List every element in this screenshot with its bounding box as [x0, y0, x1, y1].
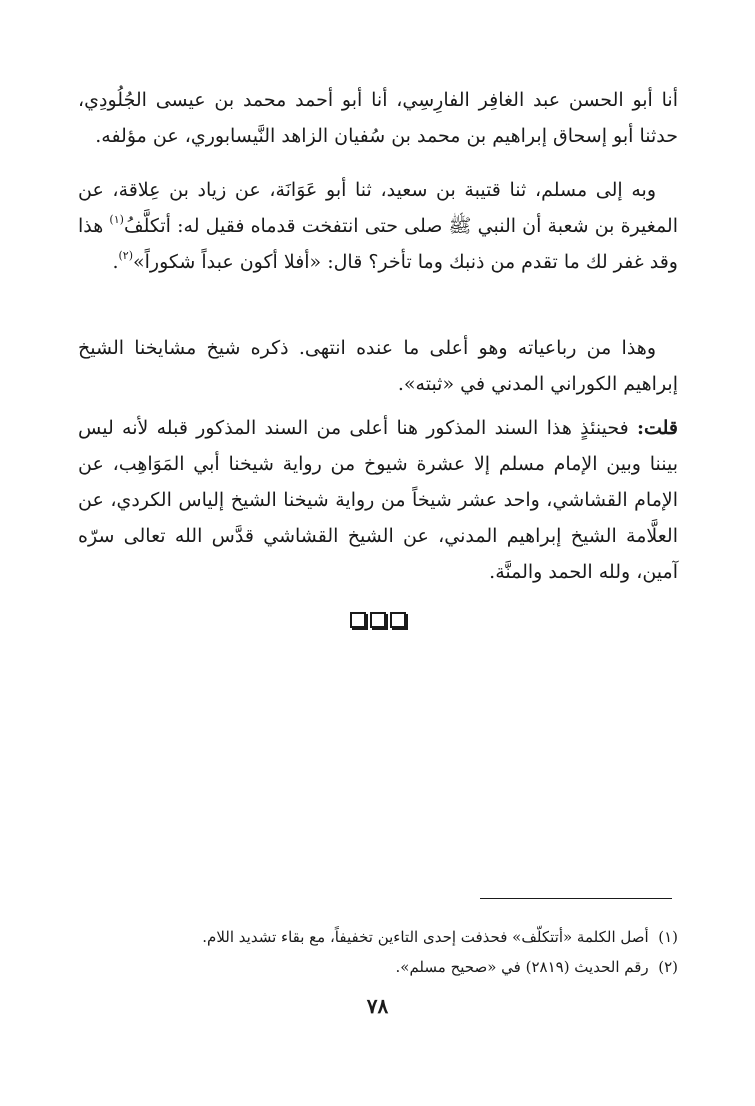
note-text: وهذا من رباعياته وهو أعلى ما عنده انتهى. ذكره شيخ مشايخنا الشيخ إبراهيم الكوراني المدني في «ثبته». [78, 337, 678, 395]
square-ornament-icon [370, 612, 386, 628]
comment-text: فحينئذٍ هذا السند المذكور هنا أعلى من السند المذكور قبله لأنه ليس بيننا وبين الإمام مسلم إلا عشرة شيوخ من رواية شيخنا أبي المَوَاهِب، عن الإمام القشاشي، واحد عشر شيخاً من رواية شيخنا الشيخ إلياس الكردي، عن العلَّامة الشيخ إبراهيم المدني، عن الشيخ القشاشي قدَّس الله تعالى سرّه آمين، ولله الحمد والمنَّة. [78, 417, 678, 583]
footnote-divider [480, 898, 672, 899]
paragraph-text: أنا أبو الحسن عبد الغافِر الفارِسِي، أنا أبو أحمد محمد بن عيسى الجُلُودِي، حدثنا أبو إسحاق إبراهيم بن محمد بن سُفيان الزاهد النَّيسابوري، عن مؤلفه. [78, 89, 678, 147]
hadith-text-part-1: وبه إلى مسلم، ثنا قتيبة بن سعيد، ثنا أبو عَوَانَة، عن زياد بن عِلاقة، عن المغيرة بن شعبة أن النبي ﷺ صلى حتى انتفخت قدماه فقيل له: أتكلَّفُ [78, 179, 678, 237]
paragraph-note [78, 330, 678, 402]
hadith-text-part-2: هذا وقد غفر لك ما تقدم من ذنبك وما تأخر؟ قال: «أفلا أكون عبداً شكوراً» [78, 215, 678, 273]
section-separator [0, 612, 755, 628]
footnote-ref-1[interactable]: (١) [109, 212, 124, 226]
square-ornament-icon [350, 612, 366, 628]
page-number: ٧٨ [366, 994, 389, 1018]
footnote-number: (١) [658, 928, 678, 946]
footnote-number: (٢) [658, 958, 678, 976]
hadith-text-part-3: . [112, 251, 119, 273]
footnote-ref-2[interactable]: (٢) [118, 248, 134, 262]
footnotes [78, 922, 678, 982]
qultu-label: قلت: [636, 417, 678, 439]
paragraph-comment [78, 410, 678, 590]
paragraph-hadith [78, 172, 678, 280]
footnote-1 [78, 922, 678, 952]
footnote-text: رقم الحديث (٢٨١٩) في «صحيح مسلم». [395, 958, 649, 976]
paragraph-chain [78, 82, 678, 154]
footnote-2 [78, 952, 678, 982]
square-ornament-icon [390, 612, 406, 628]
footnote-text: أصل الكلمة «أتتكلّف» فحذفت إحدى التاءين تخفيفاً، مع بقاء تشديد اللام. [202, 928, 649, 946]
